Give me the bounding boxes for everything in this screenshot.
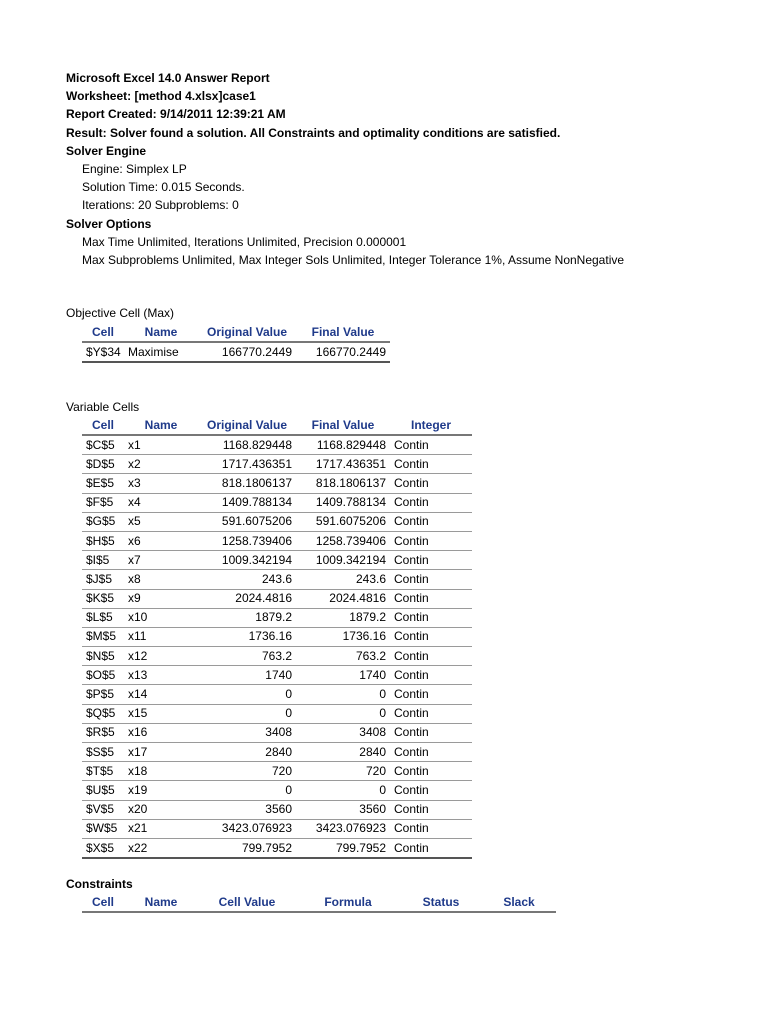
original-value: 1409.788134 [198,493,296,512]
integer-type: Contin [390,608,472,627]
final-value: 1717.436351 [296,455,390,474]
cell-name: x15 [124,704,198,723]
table-row [82,800,472,819]
table-row [82,570,472,589]
cell-name: Maximise [124,342,198,362]
integer-type: Contin [390,819,472,838]
cell-name: x16 [124,723,198,742]
final-value: 0 [296,781,390,800]
cell-name: x18 [124,762,198,781]
variable-cells-table [82,416,472,859]
original-value: 3560 [198,800,296,819]
cell-ref: $M$5 [82,627,124,646]
solver-options-heading: Solver Options [66,216,152,231]
report-title: Microsoft Excel 14.0 Answer Report [66,71,270,85]
cell-ref: $J$5 [82,570,124,589]
cell-ref: $F$5 [82,493,124,512]
original-value: 166770.2449 [198,342,296,362]
col-slack: Slack [482,893,556,912]
integer-type: Contin [390,531,472,550]
final-value: 243.6 [296,570,390,589]
col-final-value: Final Value [296,323,390,342]
original-value: 1009.342194 [198,551,296,570]
objective-table [82,323,390,363]
table-row [82,512,472,531]
cell-name: x7 [124,551,198,570]
table-row [82,589,472,608]
original-value: 763.2 [198,647,296,666]
integer-type: Contin [390,685,472,704]
integer-type: Contin [390,551,472,570]
cell-name: x11 [124,627,198,646]
integer-type: Contin [390,570,472,589]
cell-ref: $S$5 [82,743,124,762]
cell-ref: $K$5 [82,589,124,608]
table-row [82,435,472,455]
table-row [82,551,472,570]
cell-ref: $E$5 [82,474,124,493]
col-final-value: Final Value [296,416,390,435]
original-value: 0 [198,781,296,800]
final-value: 0 [296,685,390,704]
final-value: 3560 [296,800,390,819]
table-row [82,838,472,858]
cell-ref: $X$5 [82,838,124,858]
cell-name: x20 [124,800,198,819]
table-row [82,704,472,723]
final-value: 3408 [296,723,390,742]
cell-name: x10 [124,608,198,627]
col-cell: Cell [82,323,124,342]
cell-ref: $G$5 [82,512,124,531]
cell-ref: $U$5 [82,781,124,800]
integer-type: Contin [390,762,472,781]
col-cell: Cell [82,416,124,435]
original-value: 1740 [198,666,296,685]
table-row [82,723,472,742]
cell-ref: $D$5 [82,455,124,474]
variable-section-title: Variable Cells [66,400,140,414]
integer-type: Contin [390,493,472,512]
cell-ref: $R$5 [82,723,124,742]
original-value: 0 [198,685,296,704]
final-value: 1879.2 [296,608,390,627]
cell-name: x3 [124,474,198,493]
col-name: Name [124,323,198,342]
result-line: Result: Solver found a solution. All Constraints and optimality conditions are satisfied. [66,125,561,140]
iterations-line: Iterations: 20 Subproblems: 0 [82,198,239,213]
original-value: 1168.829448 [198,435,296,455]
worksheet-line: Worksheet: [method 4.xlsx]case1 [66,89,256,104]
col-cell-value: Cell Value [198,893,296,912]
cell-ref: $I$5 [82,551,124,570]
col-original-value: Original Value [198,323,296,342]
original-value: 818.1806137 [198,474,296,493]
cell-name: x12 [124,647,198,666]
table-row [82,627,472,646]
final-value: 1736.16 [296,627,390,646]
solver-engine-heading: Solver Engine [66,143,147,158]
objective-header-row [82,323,390,342]
integer-type: Contin [390,589,472,608]
table-row [82,743,472,762]
col-cell: Cell [82,893,124,912]
table-row [82,608,472,627]
original-value: 2840 [198,743,296,762]
table-row [82,819,472,838]
original-value: 243.6 [198,570,296,589]
integer-type: Contin [390,455,472,474]
final-value: 1740 [296,666,390,685]
final-value: 166770.2449 [296,342,390,362]
cell-ref: $T$5 [82,762,124,781]
cell-name: x17 [124,743,198,762]
final-value: 3423.076923 [296,819,390,838]
cell-ref: $O$5 [82,666,124,685]
cell-name: x8 [124,570,198,589]
integer-type: Contin [390,838,472,858]
original-value: 1258.739406 [198,531,296,550]
table-row [82,685,472,704]
final-value: 1168.829448 [296,435,390,455]
final-value: 763.2 [296,647,390,666]
original-value: 0 [198,704,296,723]
options-line-2: Max Subproblems Unlimited, Max Integer Sols Unlimited, Integer Tolerance 1%, Assume NonNegative [82,252,625,267]
integer-type: Contin [390,435,472,455]
original-value: 1879.2 [198,608,296,627]
col-integer: Integer [390,416,472,435]
table-row [82,781,472,800]
cell-name: x2 [124,455,198,474]
final-value: 2840 [296,743,390,762]
original-value: 1736.16 [198,627,296,646]
cell-name: x19 [124,781,198,800]
integer-type: Contin [390,704,472,723]
cell-name: x9 [124,589,198,608]
integer-type: Contin [390,512,472,531]
cell-name: x6 [124,531,198,550]
final-value: 2024.4816 [296,589,390,608]
final-value: 591.6075206 [296,512,390,531]
integer-type: Contin [390,723,472,742]
final-value: 1409.788134 [296,493,390,512]
final-value: 0 [296,704,390,723]
final-value: 818.1806137 [296,474,390,493]
final-value: 720 [296,762,390,781]
table-row [82,493,472,512]
report-created-line: Report Created: 9/14/2011 12:39:21 AM [66,107,286,122]
table-row [82,474,472,493]
table-row [82,455,472,474]
original-value: 1717.436351 [198,455,296,474]
integer-type: Contin [390,474,472,493]
final-value: 799.7952 [296,838,390,858]
engine-line: Engine: Simplex LP [82,161,187,176]
table-row [82,647,472,666]
col-original-value: Original Value [198,416,296,435]
integer-type: Contin [390,627,472,646]
col-name: Name [124,416,198,435]
cell-ref: $V$5 [82,800,124,819]
table-row [82,531,472,550]
cell-ref: $W$5 [82,819,124,838]
integer-type: Contin [390,781,472,800]
original-value: 799.7952 [198,838,296,858]
objective-section-title: Objective Cell (Max) [66,306,175,320]
integer-type: Contin [390,666,472,685]
constraints-header-row [82,893,556,912]
constraints-table [82,893,556,913]
report-header [66,69,624,269]
cell-name: x4 [124,493,198,512]
cell-name: x14 [124,685,198,704]
cell-ref: $L$5 [82,608,124,627]
original-value: 2024.4816 [198,589,296,608]
table-row [82,666,472,685]
cell-ref: $C$5 [82,435,124,455]
cell-name: x5 [124,512,198,531]
variables-header-row [82,416,472,435]
integer-type: Contin [390,800,472,819]
cell-name: x21 [124,819,198,838]
cell-name: x13 [124,666,198,685]
original-value: 3408 [198,723,296,742]
cell-name: x22 [124,838,198,858]
cell-ref: $P$5 [82,685,124,704]
integer-type: Contin [390,647,472,666]
cell-ref: $H$5 [82,531,124,550]
col-status: Status [400,893,482,912]
final-value: 1009.342194 [296,551,390,570]
cell-ref: $Q$5 [82,704,124,723]
constraints-section-title: Constraints [66,877,133,891]
original-value: 720 [198,762,296,781]
col-name: Name [124,893,198,912]
final-value: 1258.739406 [296,531,390,550]
original-value: 591.6075206 [198,512,296,531]
col-formula: Formula [296,893,400,912]
table-row [82,762,472,781]
table-row [82,342,390,362]
original-value: 3423.076923 [198,819,296,838]
cell-ref: $Y$34 [82,342,124,362]
options-line-1: Max Time Unlimited, Iterations Unlimited, Precision 0.000001 [82,234,407,249]
cell-ref: $N$5 [82,647,124,666]
solution-time-line: Solution Time: 0.015 Seconds. [82,180,245,195]
integer-type: Contin [390,743,472,762]
cell-name: x1 [124,435,198,455]
